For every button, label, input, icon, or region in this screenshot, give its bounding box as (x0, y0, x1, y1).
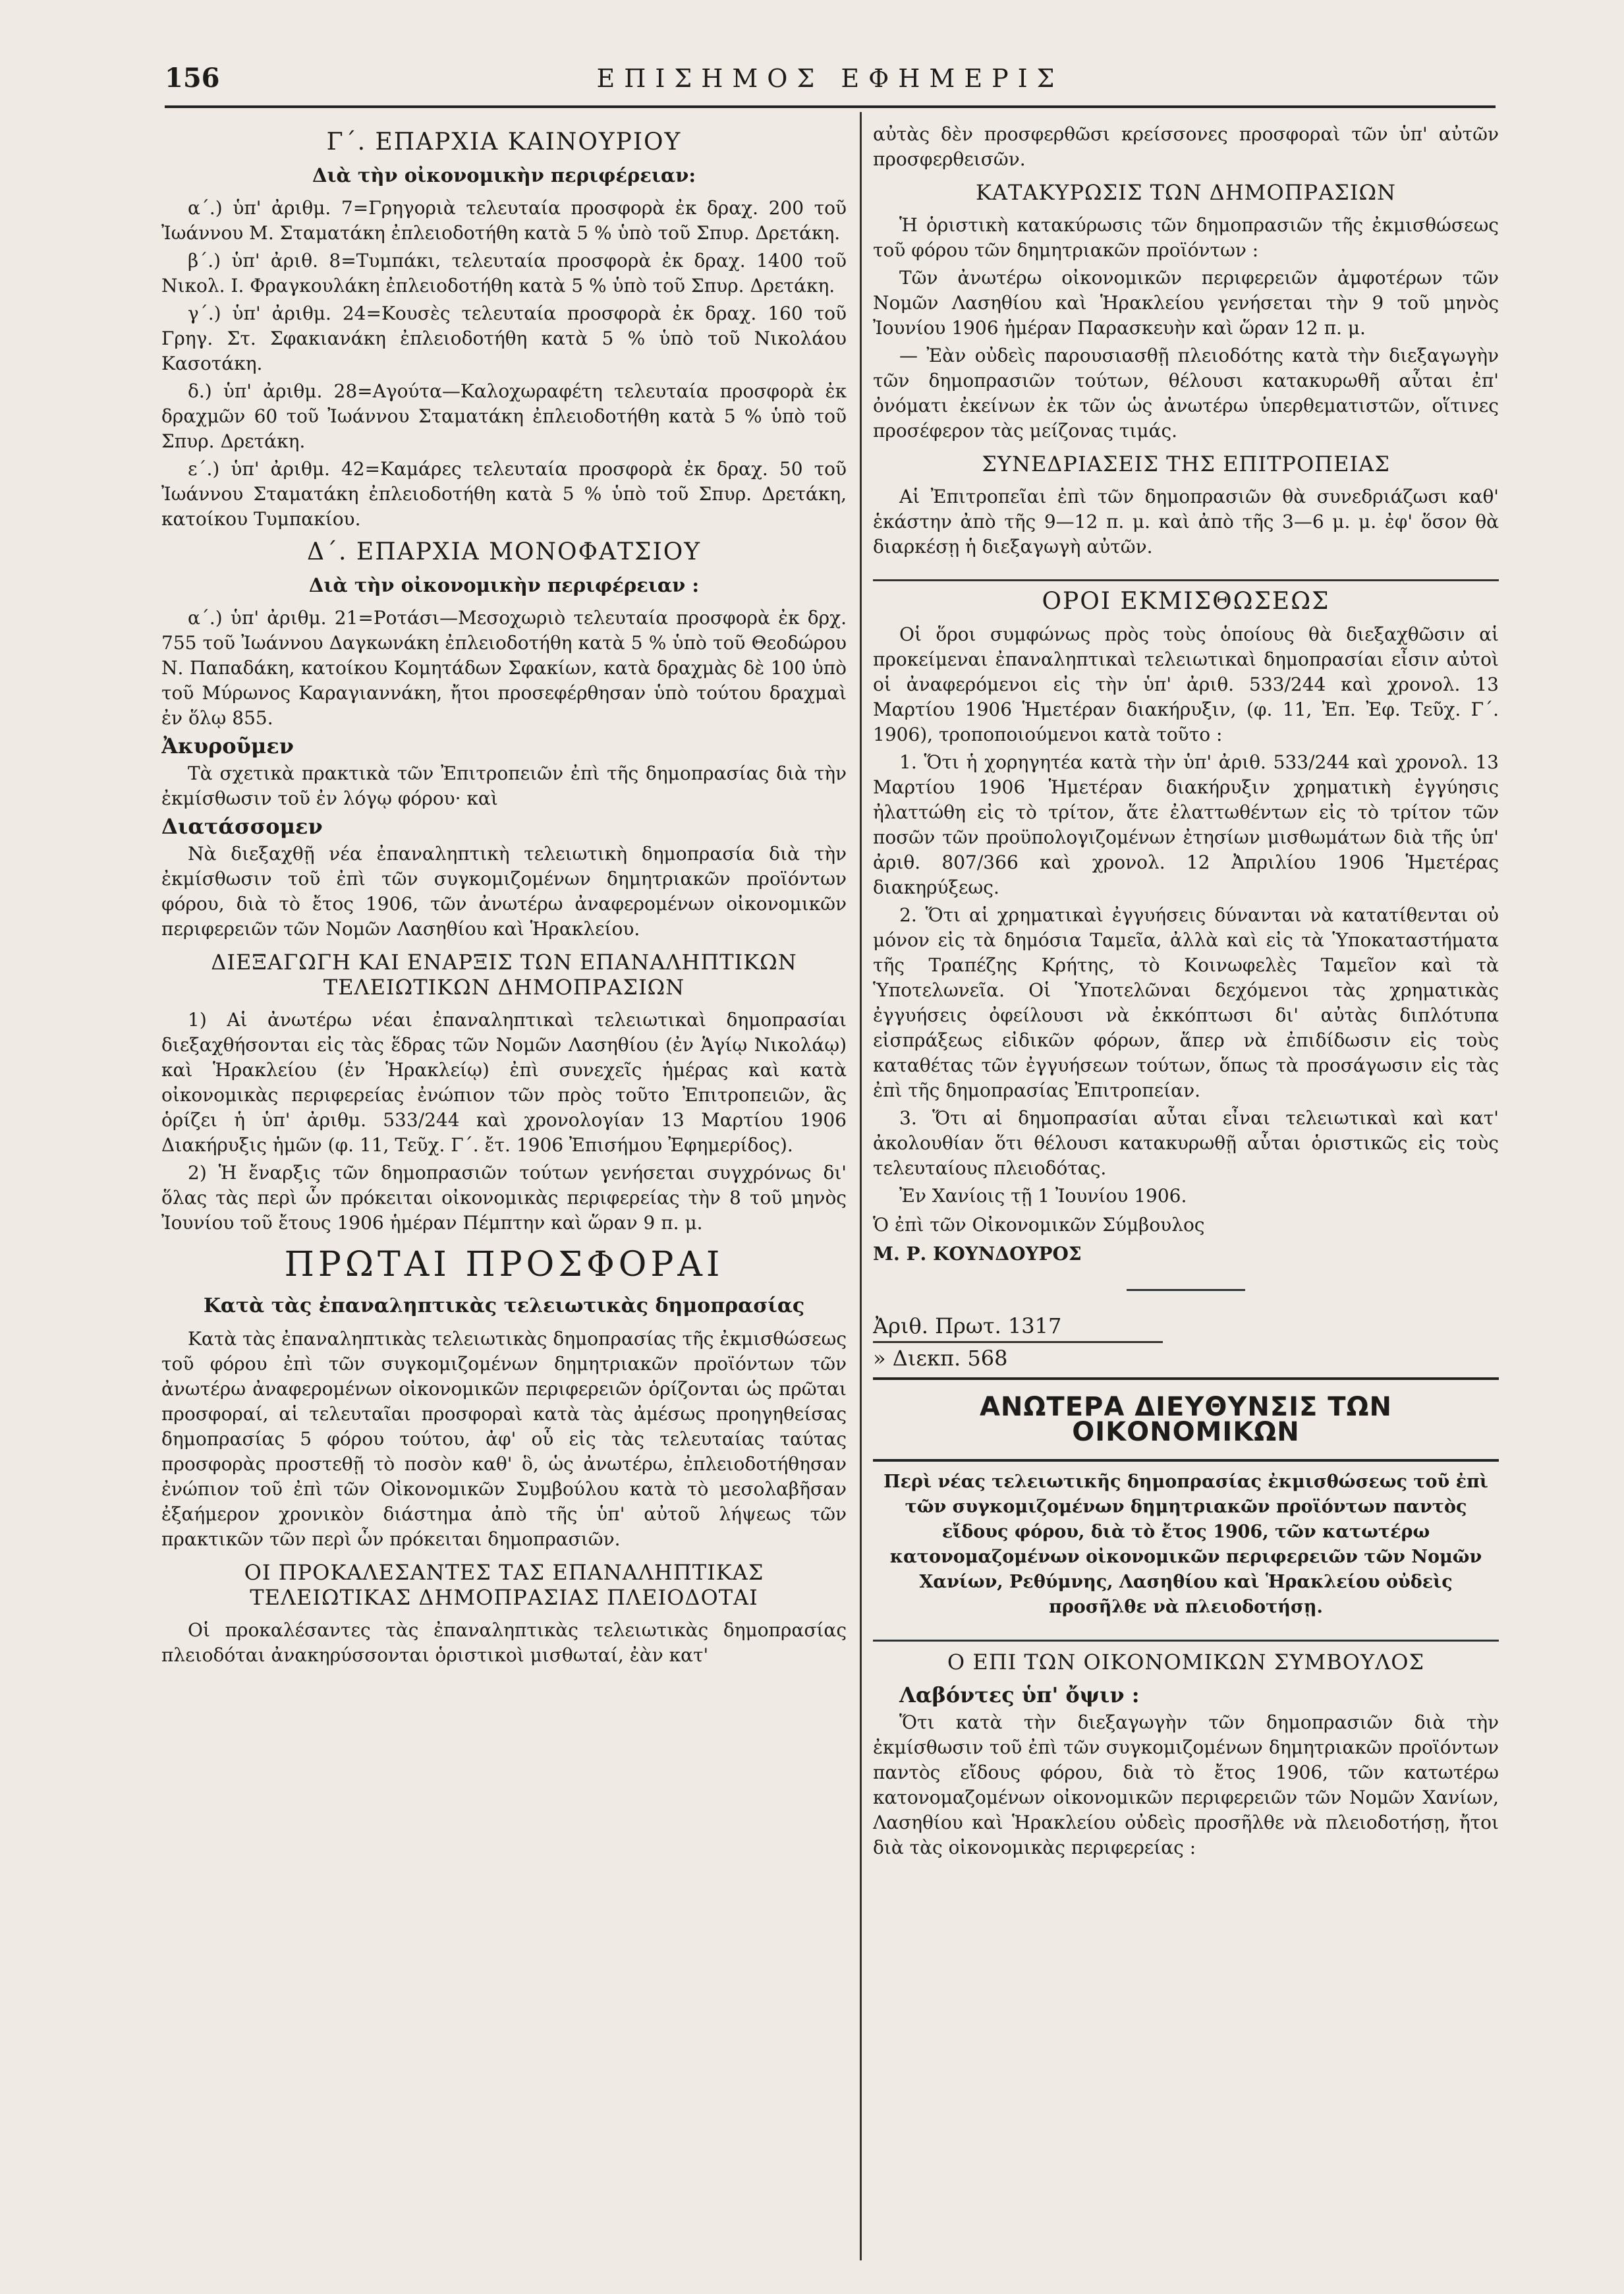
paragraph: 2) Ἡ ἔναρξις τῶν δημοπρασιῶν τούτων γενήσεται συγχρόνως δι' ὅλας τὰς περὶ ὧν πρόκειται οἰκονομικὰς περιφερείας τὴν 8 τοῦ μηνὸς Ἰουνίου τοῦ ἔτους 1906 ἡμέραν Πέμπτην καὶ ὥραν 9 π. μ. (161, 1162, 847, 1234)
paragraph: Ὅτι κατὰ τὴν διεξαγωγὴν τῶν δημοπρασιῶν διὰ τὴν ἐκμίσθωσιν τοῦ ἐπὶ τῶν συγκομιζομένων δημητριακῶν προϊόντων παντὸς εἴδους φόρου, διὰ τὸ ἔτος 1906, τῶν κατωτέρω κατονομαζομένων οἰκονομικῶν περιφερειῶν τῶν Νομῶν Χανίων, Λασηθίου καὶ Ἡρακλείου οὐδεὶς προσῆλθε νὰ πλειοδοτήσῃ, ἤτοι διὰ τὰς οἰκονομικὰς περιφερείας : (873, 1711, 1499, 1858)
section-title-anotera-dieythynsis: ΑΝΩΤΕΡΑ ΔΙΕΥΘΥΝΣΙΣ ΤΩΝ ΟΙΚΟΝΟΜΙΚΩΝ (979, 1392, 1393, 1447)
paragraph: Τῶν ἀνωτέρω οἰκονομικῶν περιφερειῶν ἀμφοτέρων τῶν Νομῶν Λασηθίου καὶ Ἡρακλείου γενήσεται τὴν 9 τοῦ μηνὸς Ἰουνίου 1906 ἡμέραν Παρασκευὴν καὶ ὥραν 12 π. μ. (873, 267, 1499, 339)
section-title-monofatsi: Δ΄. ΕΠΑΡΧΙΑ ΜΟΝΟΦΑΤΣΙΟΥ (307, 538, 701, 565)
section-title-kainourio: Γ΄. ΕΠΑΡΧΙΑ ΚΑΙΝΟΥΡΙΟΥ (326, 129, 682, 156)
list-item: δ.) ὑπ' ἀριθμ. 28=Αγούτα—Καλοχωραφέτη τελευταία προσφορὰ ἐκ δραχμῶν 60 τοῦ Ἰωάννου Σταματάκη ἐπλειοδοτήθη κατὰ 5 % ὑπὸ τοῦ Σπυρ. Δρετάκη. (161, 380, 847, 452)
section-title-symvoulos: Ο ΕΠΙ ΤΩΝ ΟΙΚΟΝΟΜΙΚΩΝ ΣΥΜΒΟΥΛΟΣ (947, 1649, 1425, 1675)
paragraph: Τὰ σχετικὰ πρακτικὰ τῶν Ἐπιτροπειῶν ἐπὶ τῆς δημοπρασίας διὰ τὴν ἐκμίσθωσιν τοῦ ἐν λόγῳ φόρου· καὶ (161, 762, 847, 809)
section-rule (873, 579, 1499, 581)
paragraph: αὐτὰς δὲν προσφερθῶσι κρείσσονες προσφοραὶ τῶν ὑπ' αὐτῶν προσφερθεισῶν. (873, 123, 1499, 170)
signature-name: Μ. Ρ. ΚΟΥΝΔΟΥΡΟΣ (873, 1243, 1082, 1265)
list-item: ε΄.) ὑπ' ἀριθμ. 42=Καμάρες τελευταία προσφορὰ ἐκ δραχ. 50 τοῦ Ἰωάννου Σταματάκη ἐπλειοδοτήθη κατὰ 5 % ὑπὸ τοῦ Σπυρ. Δρετάκη, κατοίκου Τυμπακίου. (161, 458, 847, 530)
paragraph: 3. Ὅτι αἱ δημοπρασίαι αὗται εἶναι τελειωτικαὶ καὶ κατ' ἀκολουθίαν ὅτι θέλουσι κατακυρωθῇ αὗται ὁριστικῶς εἰς τοὺς τελευταίους πλειοδότας. (873, 1107, 1499, 1179)
section-subtitle-nea-dimoprasia: Περὶ νέας τελειωτικῆς δημοπρασίας ἐκμισθώσεως τοῦ ἐπὶ τῶν συγκομιζομένων δημητριακῶν προϊόντων παντὸς εἴδους φόρου, διὰ τὸ ἔτος 1906, τῶν κατωτέρω κατονομαζομένων οἰκονομικῶν περιφερειῶν τῶν Νομῶν Χανίων, Ρεθύμνης, Λασηθίου καὶ Ἡρακλείου οὐδεὶς προσῆλθε νὰ πλειοδοτήσῃ. (883, 1472, 1488, 1617)
section-subtitle-prosforai: Κατὰ τὰς ἐπαναληπτικὰς τελειωτικὰς δημοπρασίας (203, 1294, 805, 1317)
list-item: β΄.) ὑπ' ἀριθ. 8=Τυμπάκι, τελευταία προσφορὰ ἐκ δραχ. 1400 τοῦ Νικολ. Ι. Φραγκουλάκη ἐπλειοδοτήθη κατὰ 5 % ὑπὸ τοῦ Σπυρ. Δρετάκη. (161, 250, 847, 297)
paragraph: 2. Ὅτι αἱ χρηματικαὶ ἐγγυήσεις δύνανται νὰ κατατίθενται οὐ μόνον εἰς τὰ δημόσια Ταμεῖα, ἀλλὰ καὶ εἰς τὰ Ὑποκαταστήματα τῆς Τραπέζης Κρήτης, τὸ Κοινωφελὲς Ταμεῖον καὶ τὰ Ὑποτελωνεῖα. Οἱ Ὑποτελῶναι δεχόμενοι τὰς χρηματικὰς ἐγγυήσεις ὀφείλουσι νὰ ἐκκόπτωσι δι' αὐτὰς διπλότυπα εἰσπράξεως εἰδικῶν φόρων, ἅπερ νὰ ἐπιδίδωσιν εἰς τοὺς καταθέτας τῶν ἐγγυήσεων τούτων, ὅπως τὰ προσάγωσιν εἰς τὰς ἐπὶ τῆς δημοπρασίας Ἐπιτροπείαν. (873, 904, 1499, 1101)
section-title-protai-prosforai: ΠΡΩΤΑΙ ΠΡΟΣΦΟΡΑΙ (284, 1245, 724, 1284)
dispatch-number: » Διεκπ. 568 (873, 1346, 1008, 1371)
left-column (161, 122, 847, 2264)
paragraph: 1. Ὅτι ἡ χορηγητέα κατὰ τὴν ὑπ' ἀριθ. 533/244 καὶ χρονολ. 13 Μαρτίου 1906 Ἡμετέραν διακήρυξιν χρηματικὴ ἐγγύησις ἠλαττώθη εἰς τὸ τρίτον, ἅτε ἐλαττωθέντων εἰς τὸ τρίτον τῶν ποσῶν τῶν προϋπολογιζομένων ἐτησίων μισθωμάτων διὰ τῆς ὑπ' ἀριθ. 807/366 καὶ χρονολ. 12 Ἀπριλίου 1906 Ἡμετέρας διακηρύξεως. (873, 751, 1499, 898)
paragraph: Κατὰ τὰς ἐπαναληπτικὰς τελειωτικὰς δημοπρασίας τῆς ἐκμισθώσεως τοῦ φόρου ἐπὶ τῶν συγκομιζομένων δημητριακῶν προϊόντων τῶν ἀνωτέρω ἀναφερομένων οἰκονομικῶν περιφερειῶν ὁρίζονται ὡς πρῶται προσφοραί, αἱ τελευταῖαι προσφοραὶ κατὰ τὰς ἀμέσως προηγηθείσας δημοπρασίας 5 φόρου τούτου, ἀφ' οὗ εἰς τὰς τελευταίας ταύτας προσφορὰς προστεθῇ τὸ ποσὸν καθ' ὃ, ὡς ἀνωτέρω, ἐπλειοδοτήθησαν ἐνώπιον τοῦ ἐπὶ τῶν Οἰκονομικῶν Συμβούλου κατὰ τὸ μεσολαβῆσαν ἐξαήμερον χρονικὸν διάστημα ἀπὸ τῆς ὑπ' αὐτοῦ λήψεως τῶν πρακτικῶν τῶν περὶ ὧν πρόκειται δημοπρασιῶν. (161, 1328, 847, 1550)
column-divider (860, 112, 862, 2260)
title-box (873, 1377, 1499, 1462)
date-line: Ἐν Χανίοις τῇ 1 Ἰουνίου 1906. (899, 1185, 1187, 1207)
paragraph: Οἱ προκαλέσαντες τὰς ἐπαναληπτικὰς τελειωτικὰς δημοπρασίας πλειοδόται ἀνακηρύσσονται ὁριστικοὶ μισθωταί, ἐὰν κατ' (161, 1619, 847, 1666)
list-item: α΄.) ὑπ' ἀριθμ. 7=Γρηγοριὰ τελευταία προσφορὰ ἐκ δραχ. 200 τοῦ Ἰωάννου Μ. Σταματάκη ἐπλειοδοτήθη κατὰ 5 % ὑπὸ τοῦ Σπυρ. Δρετάκη. (161, 197, 847, 244)
list-item: α΄.) ὑπ' ἀριθμ. 21=Ροτάσι—Μεσοχωριὸ τελευταία προσφορὰ ἐκ δρχ. 755 τοῦ Ἰωάννου Δαγκωνάκη ἐπλειοδοτήθη κατὰ 5 % ὑπὸ τοῦ Θεοδώρου Ν. Παπαδάκη, κατοίκου Κομητάδων Σφακίων, κατὰ δραχμὰς δὲ 100 ὑπὸ τοῦ Μύρωνος Καραγιαννάκη, ἤτοι προσεφέρθησαν ὑπὸ τούτου δραχμαὶ ἐν ὅλῳ 855. (161, 607, 847, 729)
section-title-oroi: ΟΡΟΙ ΕΚΜΙΣΘΩΣΕΩΣ (1042, 588, 1330, 615)
paragraph: 1) Αἱ ἀνωτέρω νέαι ἐπαναληπτικαὶ τελειωτικαὶ δημοπρασίαι διεξαχθήσονται εἰς τὰς ἕδρας τῶν Νομῶν Λασηθίου (ἐν Ἁγίῳ Νικολάῳ) καὶ Ἡρακλείου (ἐν Ἡρακλείῳ) ἐπὶ συνεχεῖς ἡμέρας καὶ κατὰ οἰκονομικὰς περιφερείας ἐνώπιον τῶν πρὸς τοῦτο Ἐπιτροπειῶν, ἃς ὁρίζει ἡ ὑπ' ἀριθμ. 533/244 καὶ χρονολογίαν 13 Μαρτίου 1906 Διακήρυξις ἡμῶν (φ. 11, Τεῦχ. Γ΄. ἔτ. 1906 Ἐπισήμου Ἐφημερίδος). (161, 1009, 847, 1156)
running-header (165, 63, 1496, 102)
heading-akyroumen: Ἀκυροῦμεν (161, 733, 294, 759)
paragraph: Ἡ ὁριστικὴ κατακύρωσις τῶν δημοπρασιῶν τῆς ἐκμισθώσεως τοῦ φόρου τῶν δημητριακῶν προϊόντων : (873, 214, 1499, 261)
right-column (873, 122, 1499, 2264)
section-title-diexagogi: ΔΙΕΞΑΓΩΓΗ ΚΑΙ ΕΝΑΡΞΙΣ ΤΩΝ ΕΠΑΝΑΛΗΠΤΙΚΩΝ ΤΕΛΕΙΩΤΙΚΩΝ ΔΗΜΟΠΡΑΣΙΩΝ (211, 950, 797, 1000)
paragraph: — Ἐὰν οὐδεὶς παρουσιασθῇ πλειοδότης κατὰ τὴν διεξαγωγὴν τῶν δημοπρασιῶν τούτων, θέλουσι κατακυρωθῆ αὗται ἐπ' ὀνόματι ἐκείνων ἐκ τῶν ὡς ἀνωτέρω ὑπερθεματιστῶν, οἵτινες προσέφερον τὰς μείζονας τιμάς. (873, 345, 1499, 442)
list-item: γ΄.) ὑπ' ἀριθμ. 24=Κουσὲς τελευταία προσφορὰ ἐκ δραχ. 160 τοῦ Γρηγ. Στ. Σφακιανάκη ἐπλειοδοτήθη κατὰ 5 % ὑπὸ τοῦ Νικολάου Κασοτάκη. (161, 302, 847, 374)
paragraph: Νὰ διεξαχθῇ νέα ἐπαναληπτικὴ τελειωτικὴ δημοπρασία διὰ τὴν ἐκμίσθωσιν τοῦ ἐπὶ τῶν συγκομιζομένων δημητριακῶν προϊόντων φόρου, διὰ τὸ ἔτος 1906, τῶν ἀνωτέρω ἀναφερομένων οἰκονομικῶν περιφερειῶν τῶν Νομῶν Λασηθίου καὶ Ἡρακλείου. (161, 843, 847, 940)
heading-lavontes: Λαβόντες ὑπ' ὄψιν : (899, 1682, 1140, 1707)
section-title-katakyrosis: ΚΑΤΑΚΥΡΩΣΙΣ ΤΩΝ ΔΗΜΟΠΡΑΣΙΩΝ (975, 180, 1397, 205)
header-rule (165, 105, 1496, 108)
section-subtitle-monofatsi: Διὰ τὴν οἰκονομικὴν περιφέρειαν : (308, 574, 700, 596)
heading-diatassomen: Διατάσσομεν (161, 814, 323, 839)
section-title-pleiodotai: ΟΙ ΠΡΟΚΑΛΕΣΑΝΤΕΣ ΤΑΣ ΕΠΑΝΑΛΗΠΤΙΚΑΣ ΤΕΛΕΙΩΤΙΚΑΣ ΔΗΜΟΠΡΑΣΙΑΣ ΠΛΕΙΟΔΟΤΑΙ (244, 1560, 764, 1610)
section-subtitle-kainourio: Διὰ τὴν οἰκονομικὴν περιφέρειαν: (312, 164, 696, 186)
page-number: 156 (165, 63, 220, 94)
paragraph: Οἱ ὅροι συμφώνως πρὸς τοὺς ὁποίους θὰ διεξαχθῶσιν αἱ προκείμεναι ἐπαναληπτικαὶ τελειωτικαὶ δημοπρασίαι εἶσιν αὐτοὶ οἱ ἀναφερόμενοι εἰς τὴν ὑπ' ἀριθ. 533/244 καὶ χρονολ. 13 Μαρτίου 1906 Ἡμετέραν διακήρυξιν, (φ. 11, Ἐπ. Ἐφ. Τεῦχ. Γ΄. 1906), τροποποιούμενοι κατὰ τοῦτο : (873, 623, 1499, 745)
protocol-number: Ἀριθ. Πρωτ. 1317 (873, 1313, 1163, 1343)
separator-rule (1127, 1289, 1245, 1291)
signature-title: Ὁ ἐπὶ τῶν Οἰκονομικῶν Σύμβουλος (873, 1214, 1205, 1236)
paragraph: Αἱ Ἐπιτροπεῖαι ἐπὶ τῶν δημοπρασιῶν θὰ συνεδριάζωσι καθ' ἑκάστην ἀπὸ τῆς 9—12 π. μ. καὶ ἀπὸ τῆς 3—6 μ. μ. ἐφ' ὅσον θὰ διαρκέσῃ ἡ διεξαγωγὴ αὐτῶν. (873, 486, 1499, 558)
section-rule (873, 1640, 1499, 1642)
section-title-synedriaseis: ΣΥΝΕΔΡΙΑΣΕΙΣ ΤΗΣ ΕΠΙΤΡΟΠΕΙΑΣ (982, 451, 1390, 476)
publication-title: ΕΠΙΣΗΜΟΣ ΕΦΗΜΕΡΙΣ (596, 64, 1064, 93)
